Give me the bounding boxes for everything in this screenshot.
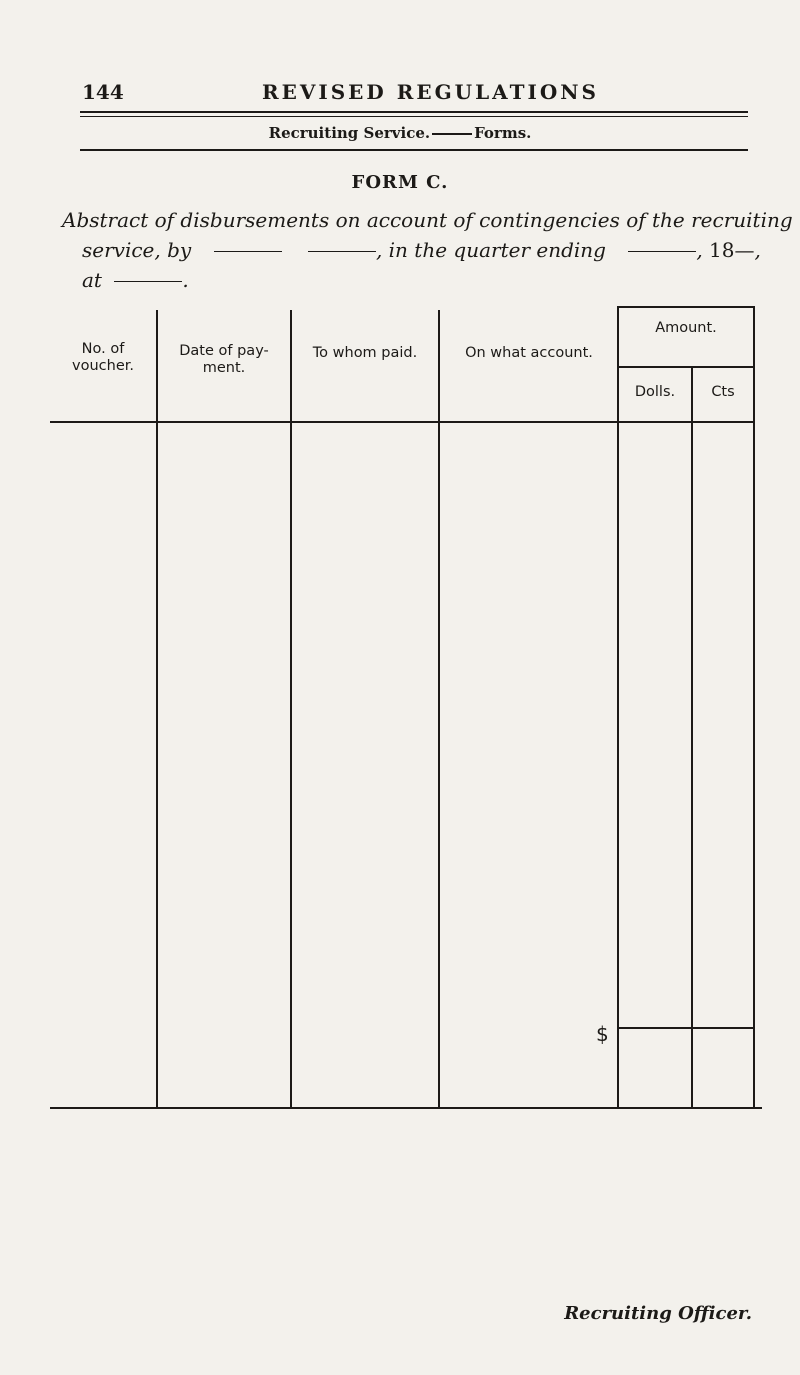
section-label: Recruiting Service. bbox=[268, 124, 431, 142]
blank-place bbox=[114, 281, 182, 283]
column-header-account: On what account. bbox=[465, 345, 593, 361]
caption-line-3: at . bbox=[82, 268, 189, 292]
column-divider-2 bbox=[290, 310, 292, 1108]
column-header-cents: Cts bbox=[711, 384, 735, 400]
subheader-rule bbox=[80, 149, 748, 151]
caption-line-2: service, by , in the quarter ending , 18—, bbox=[82, 238, 761, 262]
column-divider-5 bbox=[691, 366, 693, 1108]
dash-separator bbox=[432, 133, 472, 135]
column-header-voucher: No. of voucher. bbox=[72, 341, 134, 374]
subsection-label: Forms. bbox=[474, 124, 532, 142]
running-title: REVISED REGULATIONS bbox=[262, 80, 599, 104]
total-rule-cents bbox=[692, 1027, 754, 1029]
column-divider-6 bbox=[753, 306, 755, 1108]
caption-year: 18— bbox=[709, 238, 755, 262]
column-header-dollars: Dolls. bbox=[634, 384, 676, 400]
column-header-amount: Amount. bbox=[655, 320, 717, 336]
caption-quarter-ending: , in the quarter ending bbox=[375, 238, 606, 262]
page-number: 144 bbox=[82, 80, 124, 104]
blank-quarter-date bbox=[628, 251, 696, 253]
blank-rank bbox=[308, 251, 376, 253]
amount-subdivider bbox=[618, 366, 754, 368]
caption-at: at bbox=[82, 268, 102, 292]
caption-service-by: service, by bbox=[82, 238, 192, 262]
blank-name bbox=[214, 251, 282, 253]
column-divider-3 bbox=[438, 310, 440, 1108]
header-rule-thin bbox=[80, 116, 748, 117]
signature-line: Recruiting Officer. bbox=[564, 1303, 752, 1324]
column-divider-4 bbox=[617, 306, 619, 1108]
total-rule-dollars bbox=[618, 1027, 692, 1029]
caption-line-1: Abstract of disbursements on account of contingencies of the recruiting bbox=[62, 208, 793, 232]
form-title: FORM C. bbox=[351, 172, 449, 193]
column-header-date: Date of pay- ment. bbox=[179, 343, 269, 376]
column-header-payee: To whom paid. bbox=[312, 345, 418, 361]
header-rule-top bbox=[80, 111, 748, 113]
column-divider-1 bbox=[156, 310, 158, 1108]
table-top-rule bbox=[618, 306, 754, 308]
total-dollar-sign: $ bbox=[596, 1022, 609, 1046]
subheader bbox=[0, 124, 800, 142]
